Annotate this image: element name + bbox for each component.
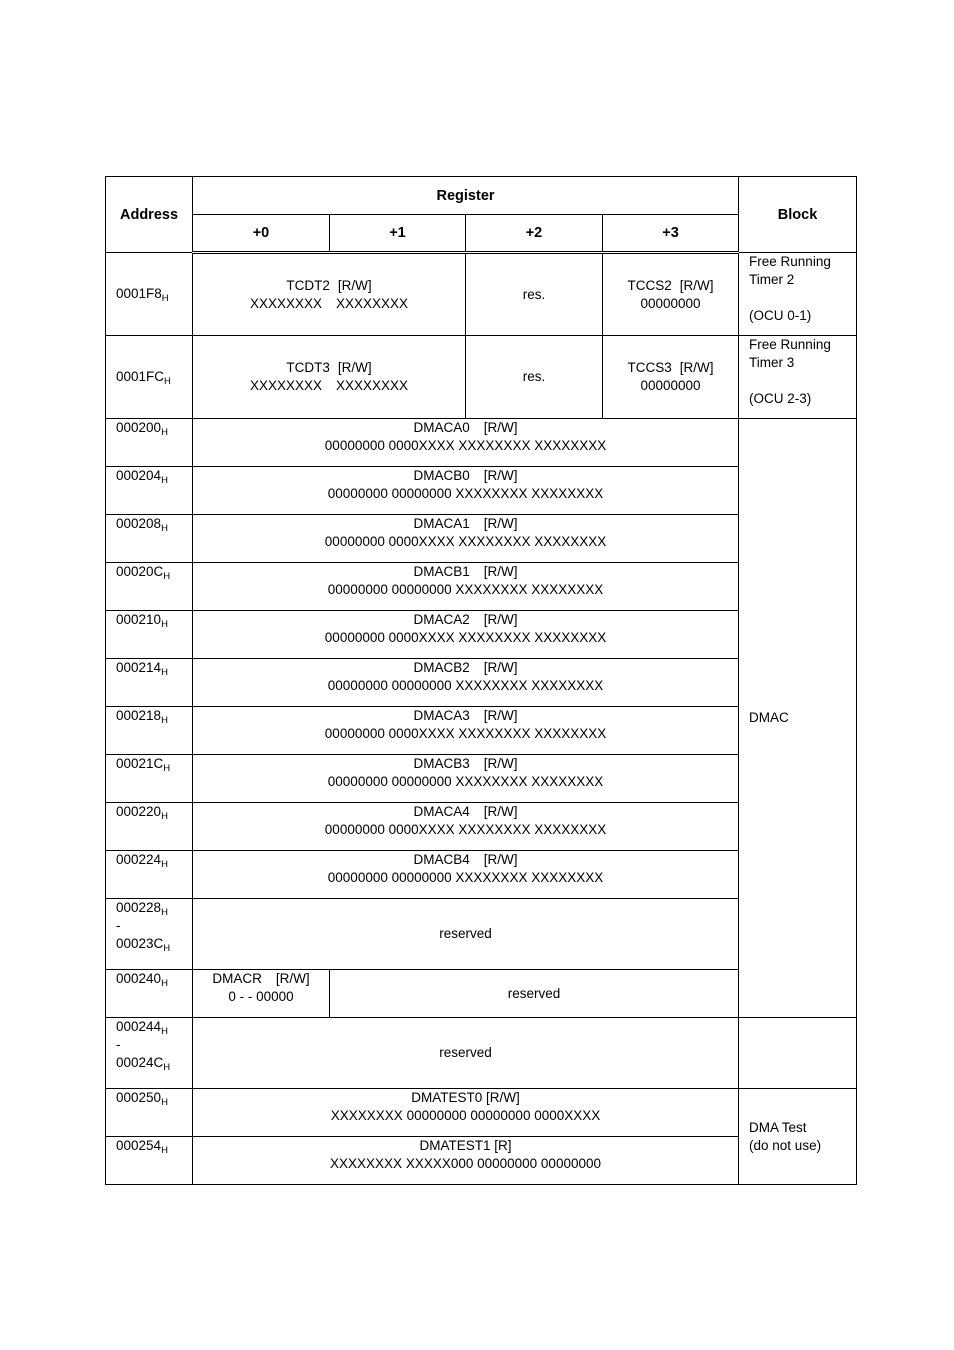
register-cell: TCDT3 [R/W] XXXXXXXX XXXXXXXX [193, 336, 466, 419]
address-cell: $000250_H$ [106, 1089, 193, 1137]
address-range-cell: $000228_H$ - $00023C_H$ [106, 899, 193, 970]
table-row [106, 336, 857, 419]
block-cell-dmac: DMAC [739, 419, 857, 1018]
register-map-table [105, 176, 857, 1185]
address-cell: $000218_H$ [106, 707, 193, 755]
offset-header: +0 [193, 215, 330, 253]
address-header: Address [106, 177, 193, 253]
reserved-cell: res. [466, 336, 603, 419]
register-header: Register [193, 177, 739, 215]
reserved-cell: reserved [330, 970, 739, 1018]
register-cell: DMACB1 [R/W] 00000000 00000000 XXXXXXXX XXXXXXXX [193, 563, 739, 611]
address-cell: $0001F8_H$ [106, 253, 193, 336]
address-cell: $0001FC_H$ [106, 336, 193, 419]
block-cell: Free Running Timer 3 (OCU 2-3) [739, 336, 857, 419]
block-header: Block [739, 177, 857, 253]
register-cell: DMATEST0 [R/W] XXXXXXXX 00000000 00000000 0000XXXX [193, 1089, 739, 1137]
address-cell: $000240_H$ [106, 970, 193, 1018]
table-row [106, 1018, 857, 1089]
address-cell: $000208_H$ [106, 515, 193, 563]
block-cell: Free Running Timer 2 (OCU 0-1) [739, 253, 857, 336]
register-cell: DMACB0 [R/W] 00000000 00000000 XXXXXXXX XXXXXXXX [193, 467, 739, 515]
address-cell: $000210_H$ [106, 611, 193, 659]
reserved-cell: res. [466, 253, 603, 336]
table-row [106, 1089, 857, 1137]
table-row [106, 419, 857, 467]
address-range-cell: $000244_H$ - $00024C_H$ [106, 1018, 193, 1089]
register-cell: DMACB4 [R/W] 00000000 00000000 XXXXXXXX XXXXXXXX [193, 851, 739, 899]
reserved-cell: reserved [193, 899, 739, 970]
register-cell: TCDT2 [R/W] XXXXXXXX XXXXXXXX [193, 253, 466, 336]
register-cell: DMACA0 [R/W] 00000000 0000XXXX XXXXXXXX XXXXXXXX [193, 419, 739, 467]
table-row [106, 253, 857, 336]
block-cell-empty [739, 1018, 857, 1089]
address-cell: $000224_H$ [106, 851, 193, 899]
offset-header: +2 [466, 215, 603, 253]
reserved-cell: reserved [193, 1018, 739, 1089]
offset-header: +1 [330, 215, 466, 253]
register-cell: DMACA2 [R/W] 00000000 0000XXXX XXXXXXXX XXXXXXXX [193, 611, 739, 659]
address-cell: $000204_H$ [106, 467, 193, 515]
address-cell: $00020C_H$ [106, 563, 193, 611]
offset-header: +3 [603, 215, 739, 253]
address-cell: $000220_H$ [106, 803, 193, 851]
register-cell: DMACB2 [R/W] 00000000 00000000 XXXXXXXX XXXXXXXX [193, 659, 739, 707]
register-cell: TCCS3 [R/W] 00000000 [603, 336, 739, 419]
register-cell: DMATEST1 [R] XXXXXXXX XXXXX000 00000000 00000000 [193, 1137, 739, 1185]
register-cell: TCCS2 [R/W] 00000000 [603, 253, 739, 336]
register-cell: DMACA3 [R/W] 00000000 0000XXXX XXXXXXXX XXXXXXXX [193, 707, 739, 755]
address-cell: $00021C_H$ [106, 755, 193, 803]
register-cell: DMACA1 [R/W] 00000000 0000XXXX XXXXXXXX XXXXXXXX [193, 515, 739, 563]
block-cell-dma-test: DMA Test (do not use) [739, 1089, 857, 1185]
register-cell: DMACB3 [R/W] 00000000 00000000 XXXXXXXX XXXXXXXX [193, 755, 739, 803]
address-cell: $000214_H$ [106, 659, 193, 707]
address-cell: $000254_H$ [106, 1137, 193, 1185]
address-cell: $000200_H$ [106, 419, 193, 467]
register-cell: DMACA4 [R/W] 00000000 0000XXXX XXXXXXXX XXXXXXXX [193, 803, 739, 851]
register-cell: DMACR [R/W] 0 - - 00000 [193, 970, 330, 1018]
